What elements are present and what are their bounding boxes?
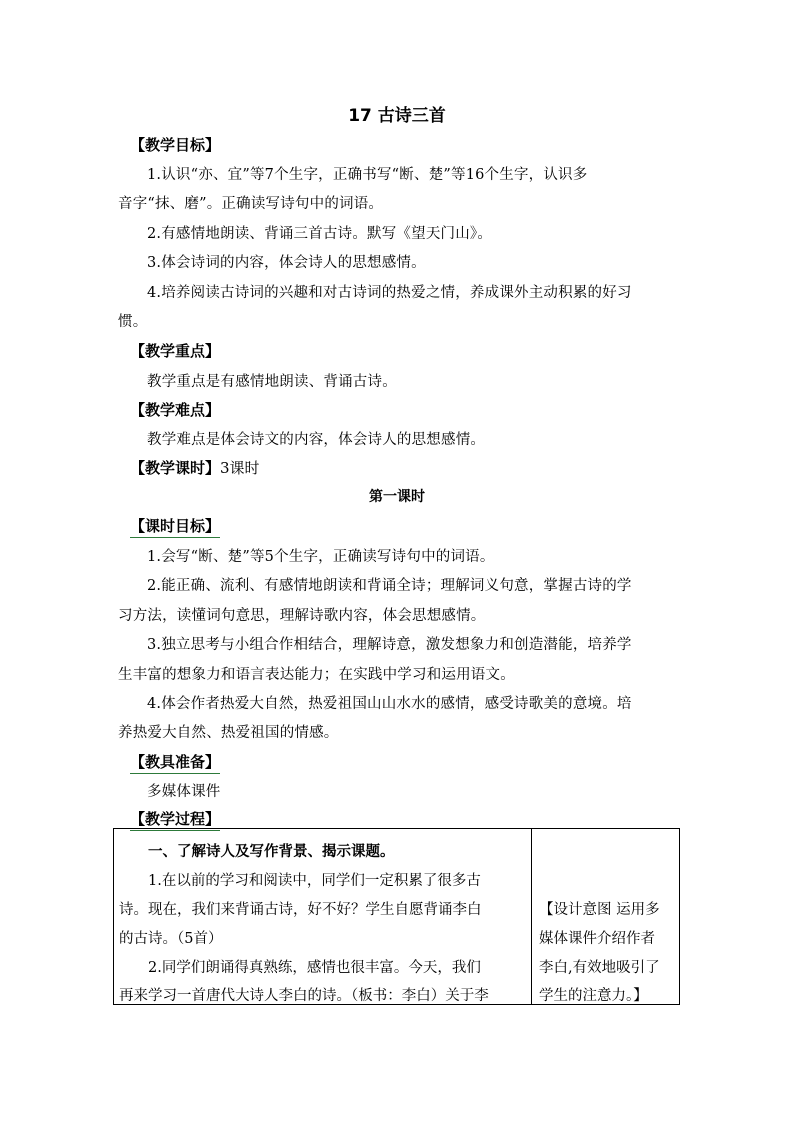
goal-4-line-1: 4.培养阅读古诗词的兴趣和对古诗词的热爱之情，养成课外主动积累的好习 <box>147 285 632 301</box>
design-note-line-3: 李白,有效地吸引了 <box>539 960 660 976</box>
lesson-goal-4-line-1: 4.体会作者热爱大自然，热爱祖国山山水水的感情，感受诗歌美的意境。培 <box>147 696 632 712</box>
table-p1-line-1: 1.在以前的学习和阅读中，同学们一定积累了很多古 <box>148 873 481 889</box>
lesson-goal-2-line-1: 2.能正确、流利、有感情地朗读和背诵全诗；理解词义句意，掌握古诗的学 <box>147 578 632 594</box>
lesson-goal-3-line-2: 生丰富的想象力和语言表达能力；在实践中学习和运用语文。 <box>118 667 515 683</box>
table-p2-line-2: 再来学习一首唐代大诗人李白的诗。（板书：李白）关于李 <box>119 988 489 1004</box>
class-hours-label: 【教学课时】 <box>130 459 221 477</box>
design-note-line-4: 学生的注意力。】 <box>539 988 648 1004</box>
lesson-title: 第一课时 <box>369 489 425 505</box>
table-section-title: 一、了解诗人及写作背景、揭示课题。 <box>148 844 395 860</box>
goal-1-line-2: 音字“抹、磨”。正确读写诗句中的词语。 <box>118 196 384 212</box>
heading-lesson-goals: 【课时目标】 <box>130 515 220 538</box>
design-note-line-1: 【设计意图 运用多 <box>539 902 660 918</box>
class-hours-value: 3课时 <box>220 459 260 477</box>
goal-4-line-2: 惯。 <box>118 314 148 330</box>
table-divider <box>531 829 532 1004</box>
heading-teaching-goals: 【教学目标】 <box>130 136 221 154</box>
table-p2-line-1: 2.同学们朗诵得真熟练，感情也很丰富。今天，我们 <box>148 960 481 976</box>
goal-3: 3.体会诗词的内容，体会诗人的思想感情。 <box>147 255 426 271</box>
heading-class-hours <box>130 457 260 478</box>
goal-1-line-1: 1.认识“亦、宜”等7个生字，正确书写“断、楚”等16个生字，认识多 <box>147 167 588 183</box>
lesson-goal-2-line-2: 习方法，读懂词句意思，理解诗歌内容，体会思想感情。 <box>118 608 486 624</box>
lesson-goal-1: 1.会写“断、楚”等5个生字，正确读写诗句中的词语。 <box>147 549 495 565</box>
page-title: 17 古诗三首 <box>348 106 446 126</box>
difficult-points-text: 教学难点是体会诗文的内容，体会诗人的思想感情。 <box>147 432 486 448</box>
table-p1-line-3: 的古诗。（5首） <box>119 931 223 947</box>
table-p1-line-2: 诗。现在，我们来背诵古诗，好不好？学生自愿背诵李白 <box>119 902 482 918</box>
teaching-tools-text: 多媒体课件 <box>147 784 221 800</box>
goal-2: 2.有感情地朗读、背诵三首古诗。默写《望天门山》。 <box>147 226 493 242</box>
design-note-line-2: 媒体课件介绍作者 <box>539 931 655 947</box>
lesson-goal-3-line-1: 3.独立思考与小组合作相结合，理解诗意，激发想象力和创造潜能，培养学 <box>147 637 632 653</box>
heading-key-points: 【教学重点】 <box>130 342 221 360</box>
heading-teaching-process: 【教学过程】 <box>130 808 220 831</box>
process-table <box>113 828 680 1005</box>
heading-teaching-tools: 【教具准备】 <box>130 751 220 774</box>
lesson-goal-4-line-2: 养热爱大自然、热爱祖国的情感。 <box>118 725 339 741</box>
key-points-text: 教学重点是有感情地朗读、背诵古诗。 <box>147 374 397 390</box>
heading-difficult-points: 【教学难点】 <box>130 401 221 419</box>
